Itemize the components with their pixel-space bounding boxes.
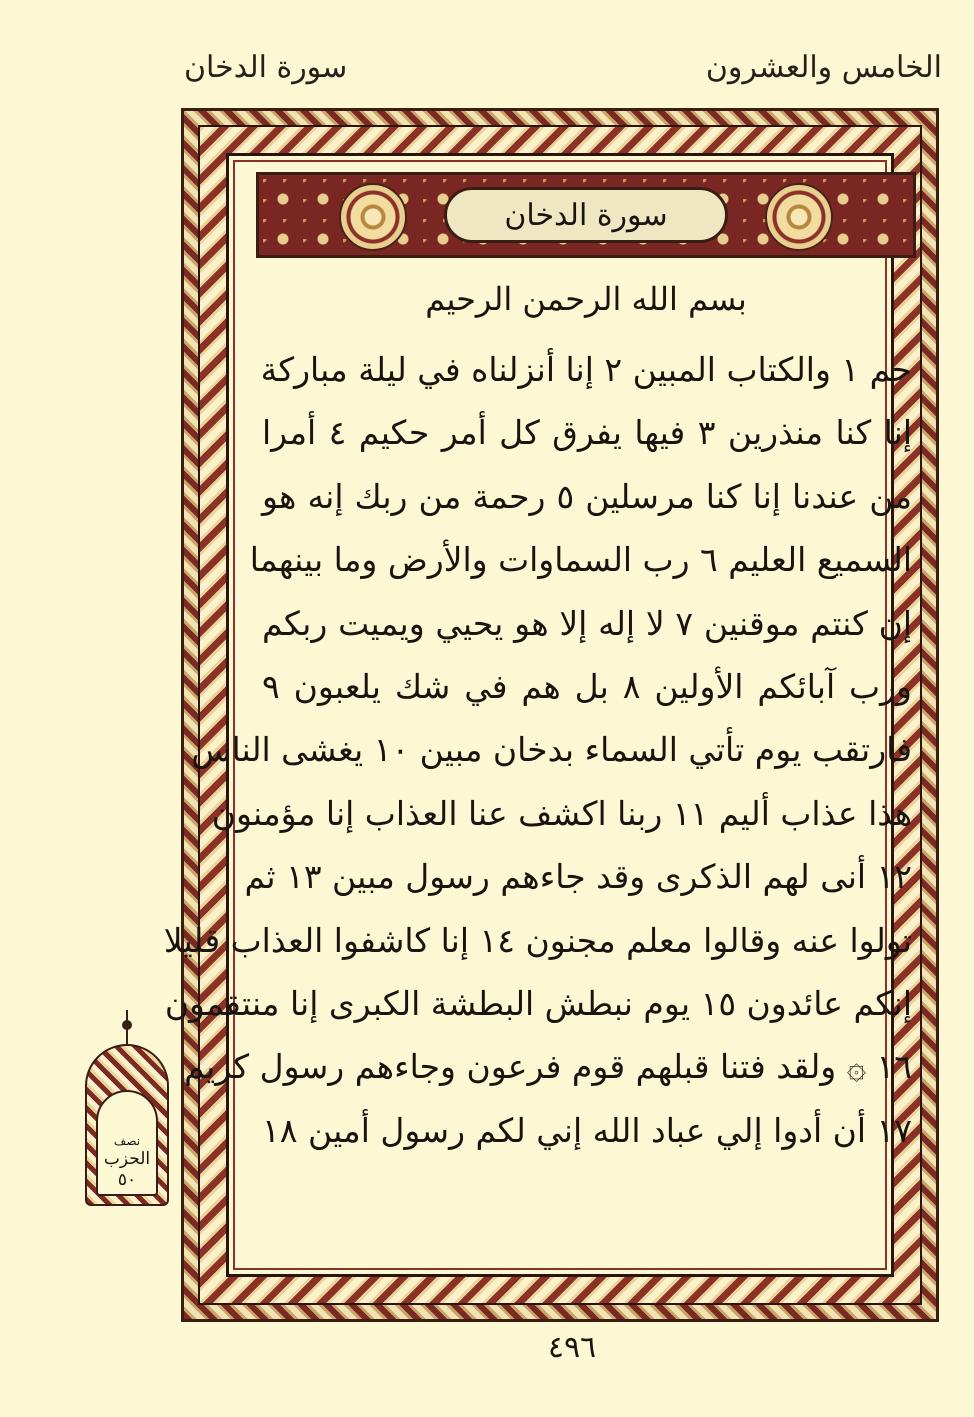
hizb-word-label: الحزب — [103, 1149, 151, 1169]
verse-line-7: فارتقب يوم تأتي السماء بدخان مبين ١٠ يغشى الناس — [191, 730, 912, 770]
hizb-marker-stem — [126, 1010, 128, 1046]
verse-line-4: السميع العليم ٦ رب السماوات والأرض وما بينهما — [249, 540, 912, 580]
juz-label: الخامس والعشرون — [705, 50, 942, 85]
verse-line-1: حم ١ والكتاب المبين ٢ إنا أنزلناه في ليلة مباركة — [260, 350, 912, 389]
verse-line-11: إنكم عائدون ١٥ يوم نبطش البطشة الكبرى إنا منتقمون — [164, 983, 912, 1023]
rosette-left-icon — [339, 183, 407, 251]
surah-title: سورة الدخان — [444, 187, 728, 243]
verse-line-2: إنا كنا منذرين ٣ فيها يفرق كل أمر حكيم ٤ أمرا — [262, 413, 912, 453]
hizb-marker — [85, 1010, 169, 1206]
verse-line-5: إن كنتم موقنين ٧ لا إله إلا هو يحيي ويميت ربكم — [262, 603, 913, 643]
verse-line-10: تولوا عنه وقالوا معلم مجنون ١٤ إنا كاشفوا العذاب قليلا — [163, 920, 912, 960]
hizb-number: ٥٠ — [117, 1170, 137, 1190]
hizb-marker-frame — [85, 1044, 169, 1206]
surah-title-banner — [256, 172, 916, 258]
rosette-right-icon — [765, 183, 833, 251]
verse-line-12: ١٦ ۞ ولقد فتنا قبلهم قوم فرعون وجاءهم رسول كريم — [184, 1047, 912, 1087]
hizb-marker-window — [96, 1090, 158, 1196]
verse-line-9: ١٢ أنى لهم الذكرى وقد جاءهم رسول مبين ١٣ ثم — [244, 857, 912, 897]
verse-line-3: من عندنا إنا كنا مرسلين ٥ رحمة من ربك إنه هو — [262, 476, 913, 516]
verse-line-6: ورب آبائكم الأولين ٨ بل هم في شك يلعبون ٩ — [262, 666, 912, 706]
surah-name-header: سورة الدخان — [184, 50, 348, 85]
hizb-half-label: نصف — [113, 1134, 141, 1148]
verse-line-8: هذا عذاب أليم ١١ ربنا اكشف عنا العذاب إنا مؤمنون — [211, 793, 912, 833]
verse-text-block — [163, 342, 913, 1166]
basmala: بسم الله الرحمن الرحيم — [425, 280, 747, 318]
verse-line-13: ١٧ أن أدوا إلي عباد الله إني لكم رسول أمين ١٨ — [262, 1110, 912, 1150]
page-number: ٤٩٦ — [547, 1330, 597, 1365]
